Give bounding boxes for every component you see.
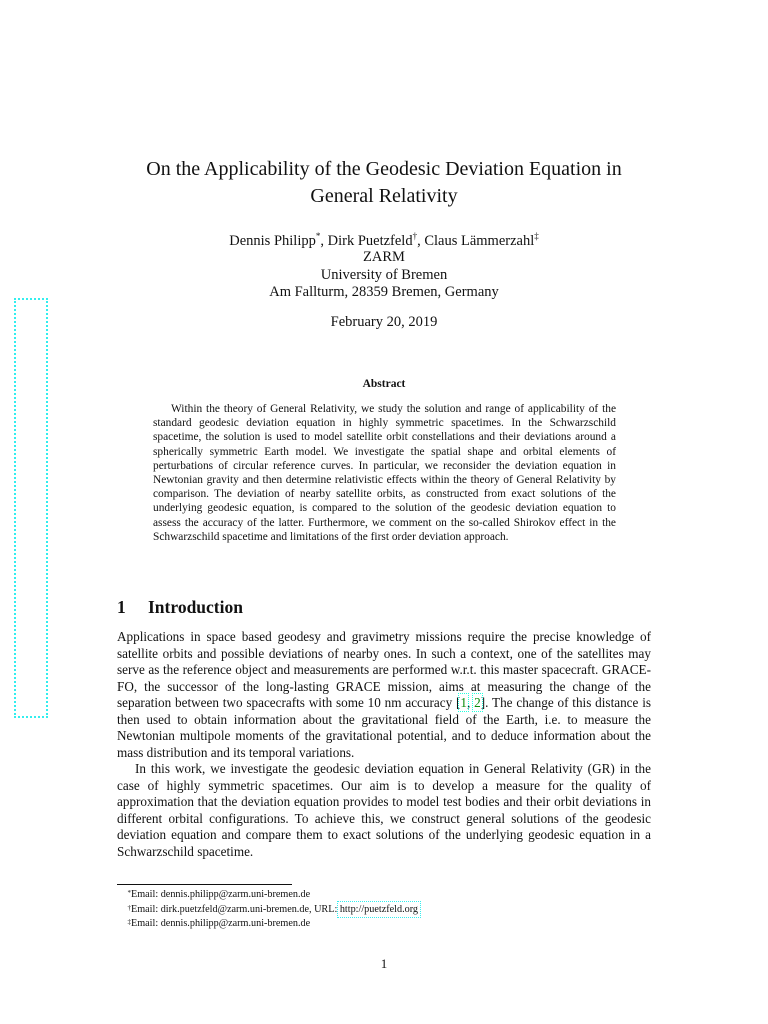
paragraph-text: Applications in space based geodesy and gravimetry missions require the precise knowledge of satellite orbits and possible deviations of nearby ones. In such a context, one of the satellites may serve as the reference object and measurements are performed w.r.t. this master spacecraft. GRACE-FO, the successor of the long-lasting GRACE mission, aims at measuring the change of the separation between two spacecrafts with some 10 nm accuracy [117, 629, 651, 710]
paragraph [117, 629, 651, 761]
affiliation-line: University of Bremen [320, 266, 448, 283]
citation-bracket: ] [480, 695, 486, 710]
paper-title [84, 156, 684, 210]
citation-bracket: [ [456, 695, 461, 710]
author-mark: * [315, 231, 321, 241]
paragraph: In this work, we investigate the geodesic deviation equation in General Relativity (GR) in the case of highly symmetric spacetimes. Our aim is to develop a measure for the quality of approximation that the deviation equation provides to model test bodies and their orbit deviations in different orbital configurations. To achieve this, we construct general solutions of the geodesic deviation equation and compare them to exact solutions of the underlying geodesic equation in a Schwarzschild spacetime. [117, 761, 651, 859]
footnote-text: Email: dennis.philipp@zarm.uni-bremen.de [131, 889, 311, 900]
paper-date: February 20, 2019 [330, 314, 438, 330]
paragraph-text: . The change of this distance is then used to obtain information about the gravitational field of the Earth, i.e. to measure the Newtonian multipole moments of the gravitational potential, and to deduce information about the mass distribution and its temporal variations. [117, 695, 651, 760]
link-annotation-box[interactable] [14, 298, 48, 718]
citation-separator: , [467, 695, 475, 710]
author-name: Claus Lämmerzahl [424, 232, 535, 249]
affiliation-line: ZARM [363, 249, 405, 265]
footnote-text: Email: dennis.philipp@zarm.uni-bremen.de [131, 918, 311, 929]
title-line-2: General Relativity [310, 185, 458, 207]
author-mark: ‡ [534, 231, 539, 241]
abstract-text: Within the theory of General Relativity, we study the solution and range of applicability of the standard geodesic deviation equation in highly symmetric spacetimes. In the Schwarzschild spacetime, the solution is used to model satellite orbit constellations and their deviations around a spherically symmetric Earth model. We investigate the spatial shape and orbital elements of perturbations of circular reference curves. In particular, we reconsider the deviation equation in Newtonian gravity and then determine relativistic effects within the theory of General Relativity by comparison. The deviation of nearby satellite orbits, as constructed from exact solutions of the underlying geodesic equation, is compared to the solution of the geodesic deviation equation to assess the accuracy of the latter. Furthermore, we comment on the so-called Shirokov effect in the Schwarzschild spacetime and limitations of the first order deviation approach. [153, 403, 616, 543]
footnote [117, 888, 651, 903]
abstract-heading: Abstract [362, 378, 406, 390]
section-number: 1 [117, 597, 126, 617]
section-body [117, 629, 651, 860]
footnote [117, 917, 651, 932]
footnote-mark: * [127, 889, 131, 897]
section-heading [117, 597, 651, 618]
citation-link[interactable]: 1 [460, 695, 468, 710]
footnote-mark: † [127, 903, 131, 912]
footnote [117, 903, 651, 918]
footnote-text: Email: dirk.puetzfeld@zarm.uni-bremen.de, URL: [131, 903, 340, 915]
author-list: Dennis Philipp*, Dirk Puetzfeld†, Claus Lämmerzahl‡ [229, 231, 539, 249]
author-name: Dennis Philipp [229, 232, 316, 249]
author-name: Dirk Puetzfeld [327, 232, 413, 249]
affiliation [84, 249, 684, 302]
footnotes [117, 888, 651, 932]
author-mark: † [412, 231, 418, 241]
url-link[interactable]: http://puetzfeld.org [339, 903, 419, 915]
footnote-divider [117, 884, 292, 885]
citation-link[interactable]: 2 [474, 695, 481, 710]
affiliation-line: Am Fallturm, 28359 Bremen, Germany [269, 284, 499, 300]
title-line-1: On the Applicability of the Geodesic Deviation Equation in [146, 158, 622, 180]
page-number: 1 [380, 956, 388, 971]
section-title: Introduction [148, 597, 243, 617]
footnote-mark: ‡ [127, 918, 131, 926]
